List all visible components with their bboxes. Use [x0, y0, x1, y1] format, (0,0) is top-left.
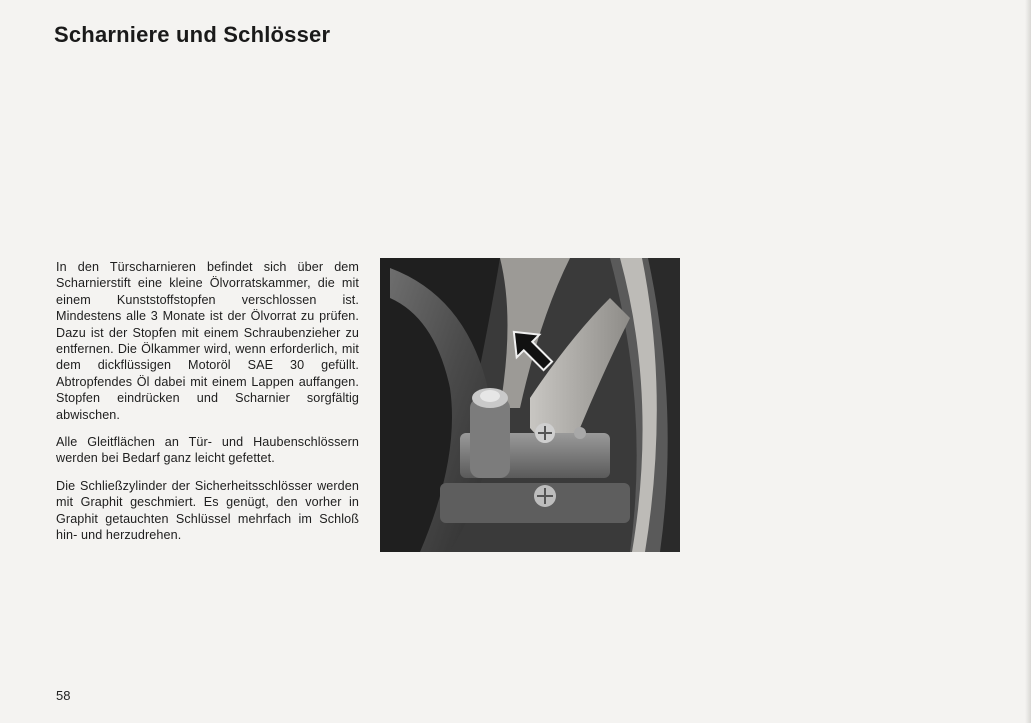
paragraph-sliding-surfaces: Alle Gleitflächen an Tür- und Haubenschlössern werden bei Bedarf ganz leicht gefettet. [56, 435, 359, 466]
paragraph-lock-cylinders: Die Schließzylinder der Sicherheitsschlösser werden mit Graphit geschmiert. Es genügt, den vorher in Graphit getauchten Schlüssel mehrfach im Schloß hin- und herzudrehen. [56, 478, 359, 543]
page-edge-shadow [1025, 0, 1031, 723]
body-text [56, 259, 359, 555]
page-number: 58 [56, 688, 71, 703]
paragraph-hinge-oil: In den Türscharnieren befindet sich über dem Scharnierstift eine kleine Ölvorratskammer, die mit einem Kunststoffstopfen verschlossen ist. Mindestens alle 3 Monate ist der Ölvorrat zu prüfen. Dazu ist der Stopfen mit einem Schraubenzieher zu entfernen. Die Ölkammer wird, wenn erforderlich, mit dem dickflüssigen Motoröl SAE 30 gefüllt. Abtropfendes Öl dabei mit einem Lappen auffangen. Stopfen eindrücken und Scharnier sorgfältig abwischen. [56, 260, 359, 422]
door-hinge-photo-icon [380, 258, 680, 552]
page-title: Scharniere und Schlösser [54, 22, 331, 47]
